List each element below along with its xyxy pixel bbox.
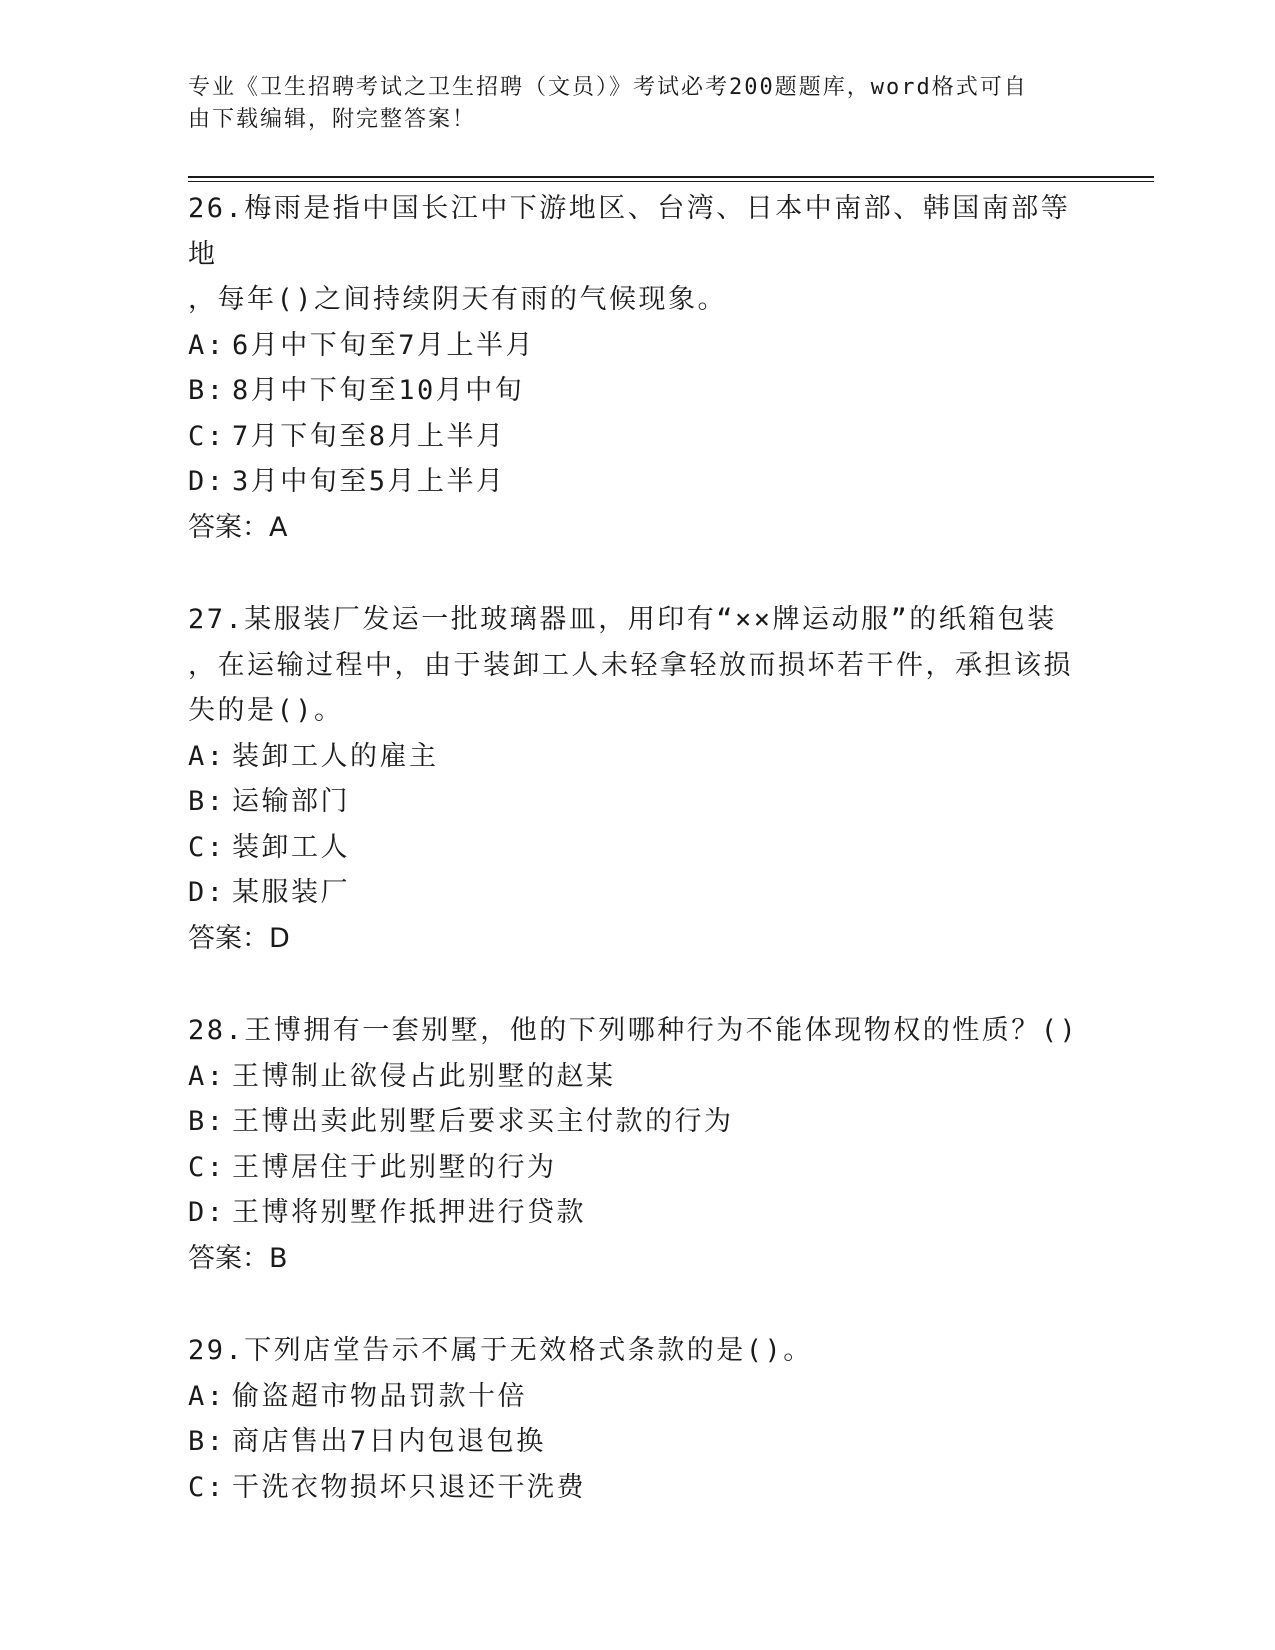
option-text: 3月中旬至5月上半月 — [232, 466, 506, 497]
answer-line: 答案：D — [188, 922, 290, 954]
option-key: B: — [188, 1106, 226, 1137]
option-d — [188, 459, 1088, 505]
question-list — [188, 186, 1088, 1510]
option-key: B: — [188, 1426, 226, 1457]
option-key: C: — [188, 831, 226, 863]
option-d — [188, 870, 1088, 916]
option-key: C: — [188, 1471, 226, 1503]
header-line-1: 专业《卫生招聘考试之卫生招聘（文员）》考试必考200题题库，word格式可自 — [188, 75, 1028, 100]
option-text: 偷盗超市物品罚款十倍 — [232, 1380, 527, 1412]
option-key: C: — [188, 1151, 226, 1183]
header-divider-thick — [188, 176, 1154, 178]
option-key: D: — [188, 1197, 226, 1228]
option-b — [188, 779, 1088, 825]
option-b — [188, 1419, 1088, 1465]
option-a — [188, 323, 1088, 369]
option-c — [188, 1465, 1088, 1511]
option-text: 7月下旬至8月上半月 — [232, 420, 506, 452]
option-b — [188, 368, 1088, 414]
question-stem: 29.下列店堂告示不属于无效格式条款的是()。 — [188, 1335, 813, 1366]
option-key: D: — [188, 466, 226, 497]
option-text: 商店售出7日内包退包换 — [232, 1426, 546, 1457]
option-a — [188, 1374, 1088, 1420]
question-stem: 27.某服装厂发运一批玻璃器皿，用印有“××牌运动服”的纸箱包装 — [188, 604, 1057, 635]
option-a — [188, 734, 1088, 780]
answer-line: 答案：B — [188, 1242, 288, 1274]
question-gap — [188, 961, 1088, 1008]
option-text: 装卸工人 — [232, 831, 350, 863]
document-header — [188, 72, 1068, 136]
option-text: 王博居住于此别墅的行为 — [232, 1151, 557, 1183]
question-26 — [188, 186, 1088, 550]
option-key: A: — [188, 329, 226, 361]
option-text: 王博制止欲侵占此别墅的赵某 — [232, 1060, 616, 1092]
answer-line: 答案：A — [188, 511, 288, 543]
question-stem: 26.梅雨是指中国长江中下游地区、台湾、日本中南部、韩国南部等地 — [188, 193, 1071, 270]
option-text: 8月中下旬至10月中旬 — [232, 375, 525, 406]
question-stem: 28.王博拥有一套别墅，他的下列哪种行为不能体现物权的性质？() — [188, 1015, 1079, 1046]
question-stem: ，每年()之间持续阴天有雨的气候现象。 — [188, 284, 728, 315]
option-c — [188, 825, 1088, 871]
option-key: A: — [188, 1060, 226, 1092]
option-text: 干洗衣物损坏只退还干洗费 — [232, 1471, 586, 1503]
option-text: 运输部门 — [232, 786, 350, 817]
option-text: 王博将别墅作抵押进行贷款 — [232, 1197, 586, 1228]
option-c — [188, 1145, 1088, 1191]
option-text: 王博出卖此别墅后要求买主付款的行为 — [232, 1106, 734, 1137]
option-a — [188, 1054, 1088, 1100]
option-text: 6月中下旬至7月上半月 — [232, 329, 536, 361]
question-stem: 失的是()。 — [188, 695, 344, 726]
option-text: 某服装厂 — [232, 877, 350, 908]
question-gap — [188, 550, 1088, 597]
question-stem: ，在运输过程中，由于装卸工人未轻拿轻放而损坏若干件，承担该损 — [188, 649, 1073, 681]
question-28 — [188, 1008, 1088, 1281]
option-key: A: — [188, 1380, 226, 1412]
option-key: D: — [188, 877, 226, 908]
option-b — [188, 1099, 1088, 1145]
option-d — [188, 1190, 1088, 1236]
question-29 — [188, 1328, 1088, 1510]
option-key: C: — [188, 420, 226, 452]
header-line-2: 由下载编辑，附完整答案！ — [188, 107, 477, 132]
question-gap — [188, 1281, 1088, 1328]
header-divider-thin — [188, 181, 1154, 182]
option-text: 装卸工人的雇主 — [232, 740, 439, 772]
question-27 — [188, 597, 1088, 961]
option-key: B: — [188, 375, 226, 406]
option-key: A: — [188, 740, 226, 772]
option-c — [188, 414, 1088, 460]
option-key: B: — [188, 786, 226, 817]
